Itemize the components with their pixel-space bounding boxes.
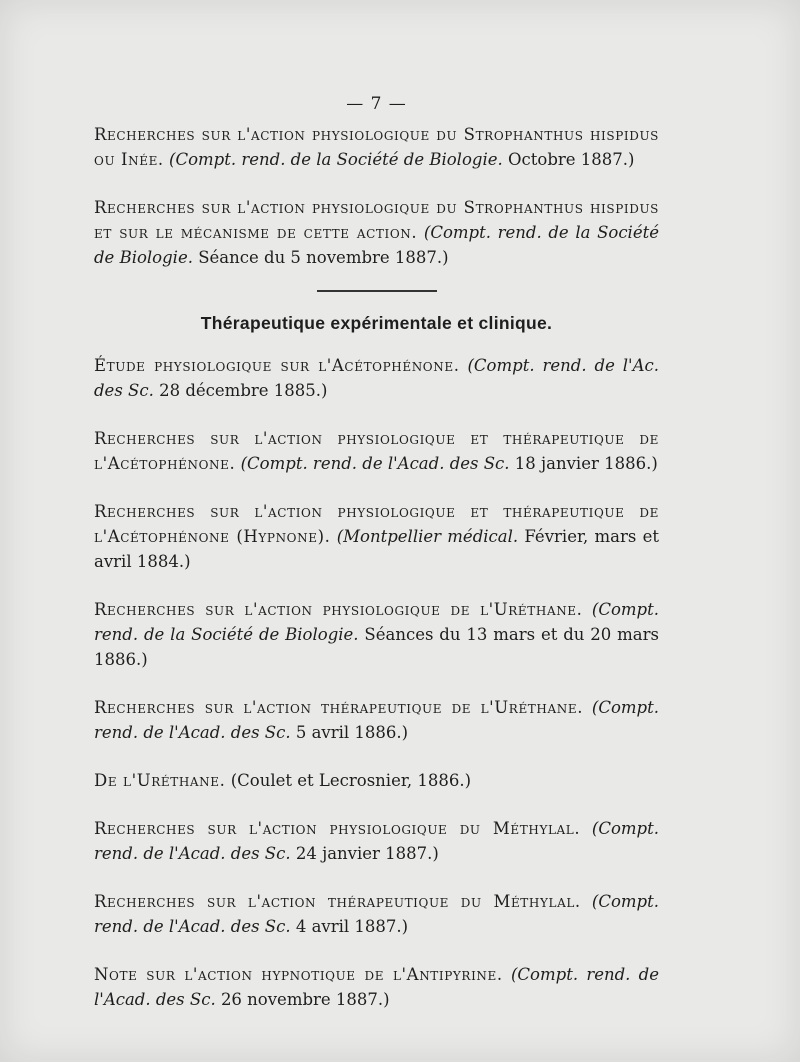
entry-detail: 28 décembre 1885.) [159, 381, 328, 400]
entry-title: Recherches sur l'action physiologique et thérapeutique de l'Acétophénone (Hypnone). [94, 502, 659, 546]
bibliography-entry [94, 597, 659, 672]
bibliography-entry [94, 426, 659, 476]
entry-title: De l'Uréthane. [94, 771, 226, 790]
bibliography-entry [94, 695, 659, 745]
section-title: Thérapeutique expérimentale et clinique. [200, 313, 553, 333]
bibliography-entry [94, 962, 659, 1012]
entry-citation: (Compt. rend. de l'Acad. des Sc. [94, 819, 659, 863]
entry-title: Recherches sur l'action physiologique de l'Uréthane. [94, 600, 583, 619]
entry-citation: (Compt. rend. de la Société de Biologie. [94, 223, 659, 267]
bibliography-entry [94, 195, 659, 270]
entry-citation: (Compt. rend. de la Société de Biologie. [169, 150, 503, 169]
entry-citation: (Compt. rend. de l'Acad. des Sc. [240, 454, 510, 473]
bibliography-entry [94, 122, 659, 172]
entry-citation: (Compt. rend. de l'Acad. des Sc. [94, 965, 659, 1009]
bibliography-entry [94, 499, 659, 574]
entry-title: Étude physiologique sur l'Acétophénone. [94, 356, 460, 375]
entry-detail: Séances du 13 mars et du 20 mars 1886.) [94, 625, 659, 669]
entry-title: Recherches sur l'action thérapeutique de l'Uréthane. [94, 698, 584, 717]
bibliography-entry [94, 816, 659, 866]
entry-citation: (Compt. rend. de la Société de Biologie. [94, 600, 659, 644]
entry-detail: 18 janvier 1886.) [514, 454, 658, 473]
entry-citation: (Compt. rend. de l'Ac. des Sc. [94, 356, 659, 400]
bibliography-entry [94, 353, 659, 403]
entry-detail: 24 janvier 1887.) [295, 844, 439, 863]
page-content [94, 92, 659, 1012]
entry-citation: (Montpellier médical. [336, 527, 519, 546]
bibliography-entry [94, 768, 659, 793]
entry-title: Recherches sur l'action physiologique du Méthylal. [94, 819, 581, 838]
entry-detail: Séance du 5 novembre 1887.) [198, 248, 449, 267]
entry-detail: 4 avril 1887.) [295, 917, 409, 936]
entry-detail: 5 avril 1886.) [295, 723, 409, 742]
entry-title: Recherches sur l'action physiologique du Strophanthus hispidus et sur le mécanisme de cette action. [94, 198, 659, 242]
section-divider [317, 290, 437, 292]
bibliography-entry [94, 889, 659, 939]
entry-detail: (Coulet et Lecrosnier, 1886.) [230, 771, 472, 790]
entry-detail: 26 novembre 1887.) [220, 990, 390, 1009]
entry-title: Recherches sur l'action physiologique du Strophanthus hispidus ou Inée. [94, 125, 659, 169]
entry-title: Note sur l'action hypnotique de l'Antipyrine. [94, 965, 503, 984]
entry-detail: Février, mars et avril 1884.) [94, 527, 659, 571]
page-number: — 7 — [346, 94, 407, 114]
entry-detail: Octobre 1887.) [508, 150, 635, 169]
entry-citation: (Compt. rend. de l'Acad. des Sc. [94, 698, 659, 742]
entry-title: Recherches sur l'action thérapeutique du Méthylal. [94, 892, 581, 911]
entry-citation: (Compt. rend. de l'Acad. des Sc. [94, 892, 659, 936]
entry-title: Recherches sur l'action physiologique et thérapeutique de l'Acétophénone. [94, 429, 659, 473]
